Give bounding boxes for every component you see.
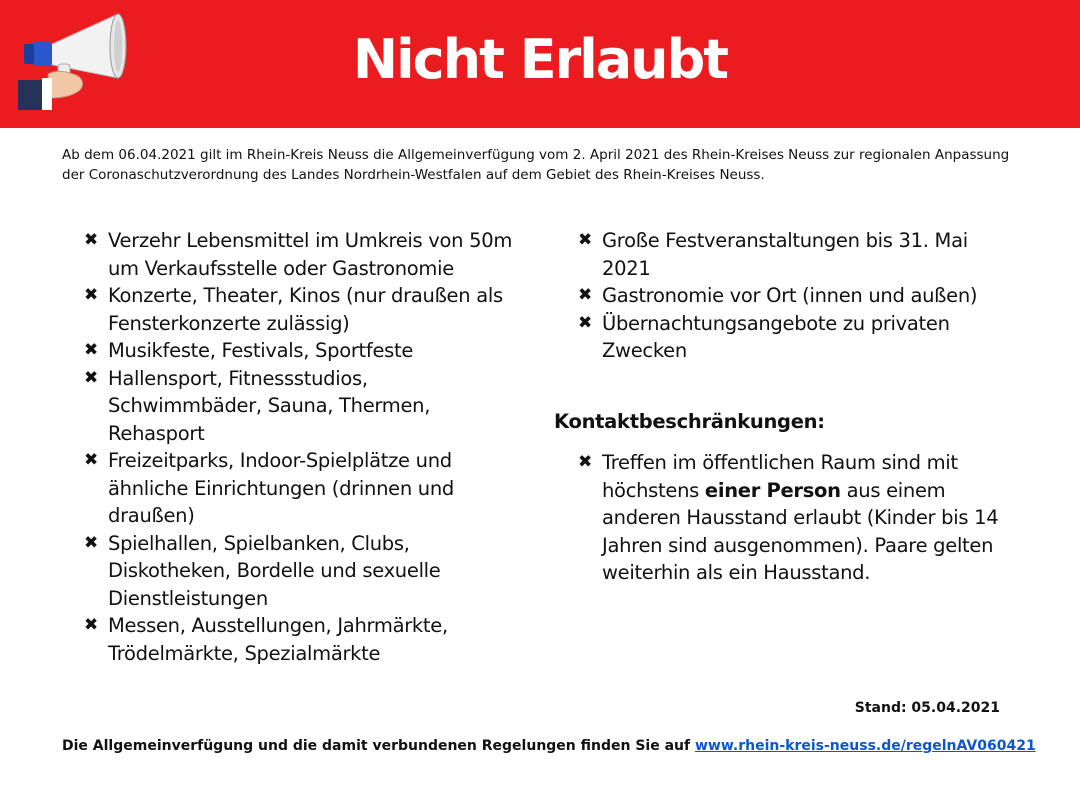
cross-icon: ✖ — [84, 340, 98, 360]
cross-icon: ✖ — [578, 312, 592, 333]
header-banner — [0, 0, 1080, 128]
intro-text: Ab dem 06.04.2021 gilt im Rhein-Kreis Neuss die Allgemeinverfügung vom 2. April 2021 des Rhein-Kreises Neuss zur regionalen Anpassung der Coronaschutzverordnung des Landes Nordrhein-Westfalen auf dem Gebiet des Rhein-Kreises Neuss. — [62, 147, 1010, 183]
stand-date: Stand: 05.04.2021 — [854, 700, 1000, 716]
list-item: ✖ Verzehr Lebensmittel im Umkreis von 50m um Verkaufsstelle oder Gastronomie — [84, 229, 513, 280]
cross-icon: ✖ — [84, 367, 98, 388]
list-item: ✖ Musikfeste, Festivals, Sportfeste — [84, 337, 524, 365]
cross-icon: ✖ — [84, 230, 98, 250]
prohibited-list-left — [84, 227, 524, 667]
cross-icon: ✖ — [84, 615, 98, 635]
list-item: ✖ Spielhallen, Spielbanken, Clubs, Diskotheken, Bordelle und sexuelle Dienstleistungen — [84, 531, 441, 610]
list-item: ✖ Messen, Ausstellungen, Jahrmärkte, Trödelmärkte, Spezialmärkte — [84, 614, 448, 665]
list-item: ✖ Hallensport, Fitnessstudios, Schwimmbäder, Sauna, Thermen, Rehasport — [84, 366, 431, 445]
list-item: ✖ Gastronomie vor Ort (innen und außen) — [578, 282, 1018, 310]
contact-heading: Kontaktbeschränkungen: — [554, 410, 825, 433]
regulations-link[interactable]: www.rhein-kreis-neuss.de/regelnAV060421 — [694, 738, 1036, 754]
cross-icon: ✖ — [578, 452, 592, 472]
page-title: Nicht Erlaubt — [352, 28, 728, 91]
list-item: ✖ Konzerte, Theater, Kinos (nur draußen als Fensterkonzerte zulässig) — [84, 284, 503, 335]
cross-icon: ✖ — [578, 230, 592, 250]
list-item: ✖ Übernachtungsangebote zu privaten Zwecken — [578, 311, 950, 362]
footer-note — [62, 738, 1036, 754]
cross-icon: ✖ — [84, 450, 98, 470]
list-item: ✖ Freizeitparks, Indoor-Spielplätze und ähnliche Einrichtungen (drinnen und draußen) — [84, 449, 454, 527]
cross-icon: ✖ — [84, 532, 98, 553]
emphasis-text: einer Person — [704, 478, 841, 502]
prohibited-list-right — [578, 227, 1018, 365]
cross-icon: ✖ — [578, 285, 592, 305]
footer-text: Die Allgemeinverfügung und die damit verbundenen Regelungen finden Sie auf — [62, 738, 695, 754]
list-item: ✖ Treffen im öffentlichen Raum sind mit höchstens einer Person aus einem anderen Hausstand erlaubt (Kinder bis 14 Jahren sind ausgenommen). Paare gelten weiterhin als ein Hausstand. — [578, 451, 999, 584]
contact-list — [578, 449, 1018, 587]
list-item: ✖ Große Festveranstaltungen bis 31. Mai 2021 — [578, 229, 968, 280]
cross-icon: ✖ — [84, 285, 98, 305]
